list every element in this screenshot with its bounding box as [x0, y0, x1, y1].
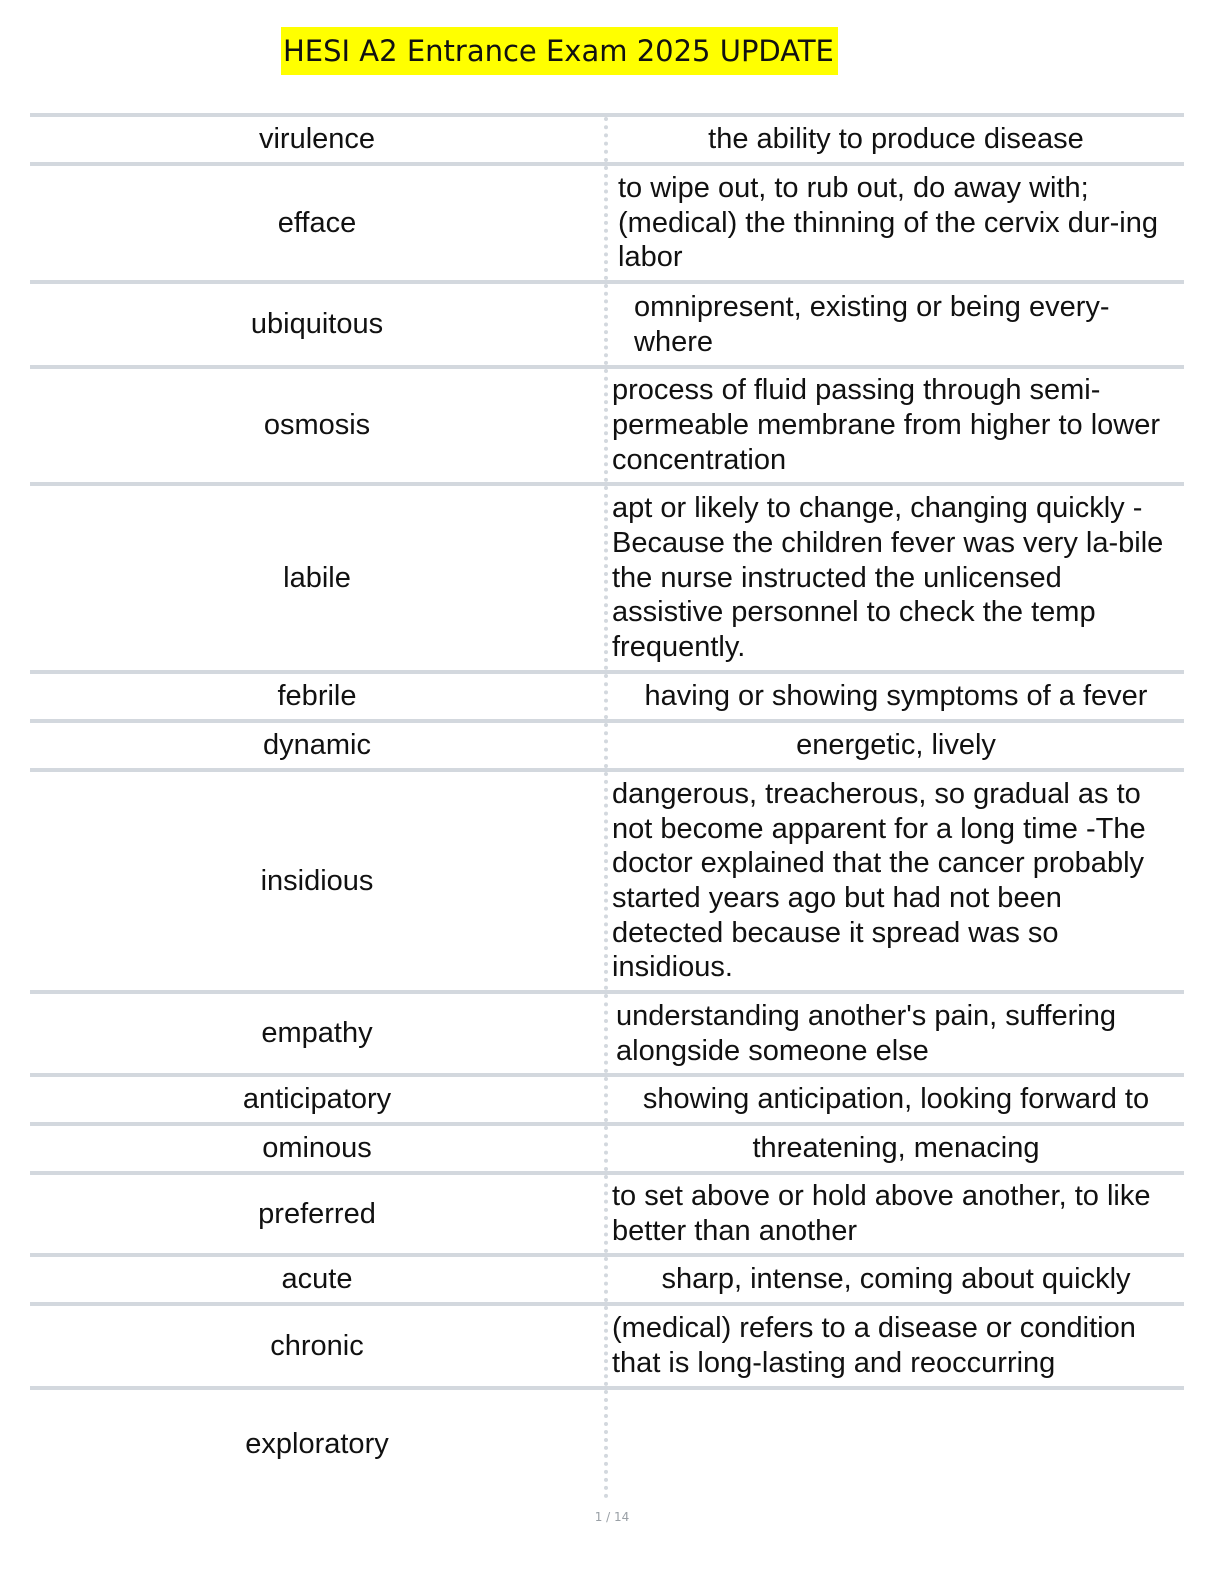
table-row: [30, 280, 1184, 365]
definition-text: apt or likely to change, changing quickly -Because the children fever was very la-bile the nurse instructed the unlicensed assistive personnel to check the temp frequently.: [612, 492, 1164, 664]
glossary-table: [30, 113, 1184, 1498]
table-row: [30, 768, 1184, 990]
definition-cell: [608, 1077, 1184, 1122]
definition-cell: [608, 117, 1184, 162]
term-cell: empathy: [261, 1017, 373, 1049]
table-row: [30, 1386, 1184, 1498]
definition-cell: [608, 369, 1184, 482]
definition-cell: [608, 1175, 1184, 1253]
table-row: [30, 482, 1184, 670]
definition-text: to wipe out, to rub out, do away with; (medical) the thinning of the cervix dur-ing labor: [618, 171, 1158, 274]
term-cell: febrile: [277, 680, 357, 712]
term-cell: efface: [277, 206, 357, 239]
table-row: [30, 990, 1184, 1073]
definition-text: sharp, intense, coming about quickly: [661, 1263, 1131, 1296]
definition-text: understanding another's pain, suffering alongside someone else: [616, 999, 1116, 1067]
definition-text: process of fluid passing through semi-permeable membrane from higher to lower concentration: [612, 374, 1161, 476]
table-row: [30, 162, 1184, 280]
definition-text: the ability to produce disease: [708, 123, 1084, 156]
table-row: [30, 1122, 1184, 1171]
table-row: [30, 1073, 1184, 1122]
definition-cell: [608, 486, 1184, 670]
table-row: [30, 365, 1184, 482]
term-cell: insidious: [260, 864, 374, 897]
term-cell: ominous: [262, 1132, 372, 1164]
definition-text: threatening, menacing: [752, 1132, 1040, 1165]
term-cell: preferred: [258, 1197, 376, 1230]
table-row: [30, 1171, 1184, 1253]
definition-cell: [608, 994, 1184, 1073]
term-cell: ubiquitous: [250, 308, 384, 340]
document-title: HESI A2 Entrance Exam 2025 UPDATE: [281, 27, 838, 75]
definition-cell: [608, 1306, 1184, 1386]
definition-cell: [608, 284, 1184, 365]
definition-text: showing anticipation, looking forward to: [642, 1083, 1150, 1116]
term-cell: virulence: [258, 123, 376, 155]
definition-text: to set above or hold above another, to like better than another: [612, 1180, 1151, 1247]
term-cell: exploratory: [245, 1427, 389, 1460]
term-cell: labile: [283, 561, 351, 594]
definition-cell: [608, 166, 1184, 280]
definition-cell: [608, 1390, 1184, 1498]
term-cell: anticipatory: [242, 1083, 392, 1115]
term-cell: dynamic: [263, 729, 371, 761]
definition-text: having or showing symptoms of a fever: [644, 680, 1148, 713]
definition-cell: [608, 772, 1184, 990]
term-cell: acute: [281, 1263, 353, 1295]
definition-cell: [608, 1126, 1184, 1171]
table-row: [30, 113, 1184, 162]
table-row: [30, 719, 1184, 768]
definition-text: energetic, lively: [796, 729, 996, 762]
definition-cell: [608, 1257, 1184, 1302]
table-row: [30, 1302, 1184, 1386]
term-cell: chronic: [270, 1329, 364, 1362]
definition-text: (medical) refers to a disease or condition that is long-lasting and reoccurring: [612, 1312, 1136, 1379]
table-row: [30, 1253, 1184, 1302]
definition-text: omnipresent, existing or being every-where: [634, 290, 1110, 358]
term-cell: osmosis: [263, 409, 371, 441]
definition-text: dangerous, treacherous, so gradual as to not become apparent for a long time -The doctor explained that the cancer probably started years ago but had not been detected because it spread was so insidious.: [612, 777, 1146, 984]
definition-cell: [608, 723, 1184, 768]
definition-cell: [608, 674, 1184, 719]
table-row: [30, 670, 1184, 719]
page-indicator: 1 / 14: [594, 1510, 630, 1524]
